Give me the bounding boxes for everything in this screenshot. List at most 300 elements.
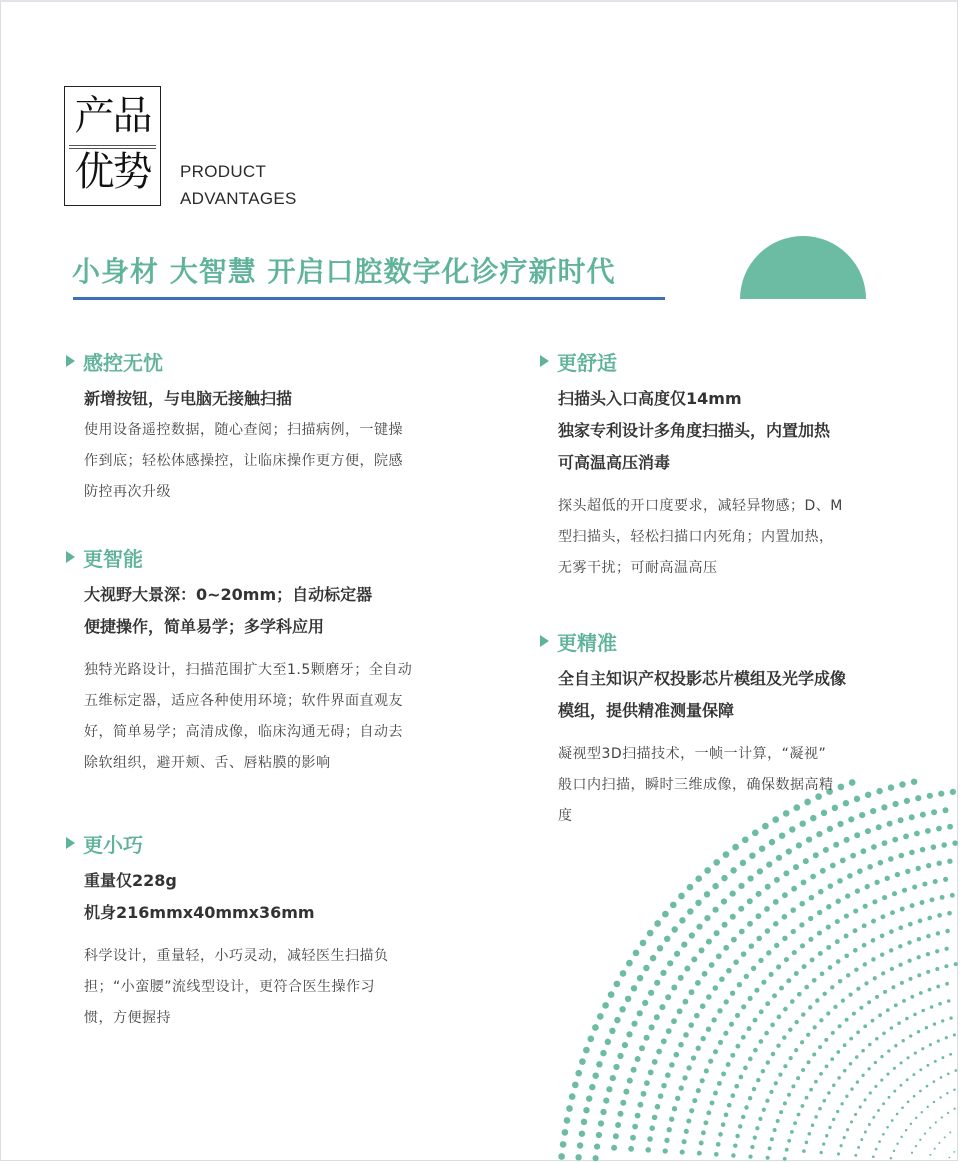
decor-dot (863, 1024, 867, 1028)
decor-dot (742, 836, 749, 843)
decor-dot (756, 913, 762, 919)
decor-dot (836, 899, 841, 904)
decor-dot (724, 999, 729, 1004)
decor-dot (856, 987, 860, 991)
decor-dot (626, 960, 633, 967)
decor-dot (943, 877, 948, 882)
decor-dot (730, 1053, 735, 1058)
decor-dot (765, 884, 771, 890)
decor-dot (644, 1080, 650, 1086)
decor-dot (652, 1059, 658, 1065)
decor-dot (717, 1008, 722, 1013)
decor-dot (902, 888, 907, 893)
decor-dot (935, 967, 939, 971)
decor-dot (751, 966, 756, 971)
stamp-line-1: 产品 (74, 93, 151, 139)
decor-dot (800, 943, 805, 948)
decor-dot (701, 1130, 706, 1135)
section-title (66, 543, 412, 571)
decor-dot (615, 1122, 621, 1128)
decor-dot (826, 945, 831, 950)
decor-dot (794, 1048, 798, 1052)
decor-dot (681, 941, 687, 947)
section-stamp (64, 86, 161, 206)
decor-dot (665, 1072, 671, 1078)
decor-dot (943, 807, 949, 813)
decor-dot (659, 1004, 665, 1010)
decor-dot (871, 938, 876, 943)
decor-dot (678, 893, 685, 900)
decor-dot (712, 907, 718, 913)
decor-dot (722, 922, 728, 928)
section-touchless (66, 347, 403, 508)
decor-dot (801, 1104, 805, 1108)
section-title-text: 更智能 (83, 546, 143, 571)
decor-dot (803, 858, 809, 864)
decor-dot (630, 1135, 636, 1141)
decor-dot (592, 1155, 598, 1161)
decor-dot (845, 1018, 849, 1022)
decor-dot (817, 931, 822, 936)
decor-dot (841, 998, 845, 1002)
decor-dot (931, 809, 937, 815)
decor-dot (836, 1050, 840, 1054)
decor-dot (890, 1026, 894, 1030)
decor-dot (682, 1075, 687, 1080)
decor-dot (950, 789, 956, 795)
decor-dot (895, 872, 900, 877)
decor-dot (622, 1042, 628, 1048)
decor-dot (637, 1010, 643, 1016)
decor-dot (678, 1042, 684, 1048)
decor-dot (794, 1020, 798, 1024)
decor-dot (838, 979, 842, 983)
decor-dot (747, 921, 753, 927)
decor-dot (871, 957, 875, 961)
decor-dot (837, 1076, 841, 1080)
decor-dot (726, 968, 732, 974)
decor-dot (907, 940, 911, 944)
decor-dot (887, 1049, 890, 1052)
decor-dot (949, 1053, 952, 1056)
decor-dot (579, 1058, 586, 1065)
decor-dot (704, 891, 710, 897)
decor-dot (759, 845, 765, 851)
body-line: 防控再次升级 (84, 484, 171, 500)
decor-dot (686, 1065, 691, 1070)
decor-dot (617, 1053, 623, 1059)
decor-dot (863, 904, 868, 909)
decor-dot (613, 1064, 619, 1070)
decor-dot (910, 903, 915, 908)
decor-dot (944, 947, 948, 951)
decor-dot (620, 970, 627, 977)
decor-dot (627, 1078, 633, 1084)
decor-dot (741, 1115, 745, 1119)
body-line: 惯，方便握持 (84, 1010, 171, 1026)
decor-dot (909, 1034, 912, 1037)
decor-dot (729, 1022, 734, 1027)
decor-dot (759, 1039, 764, 1044)
section-subheading: 全自主知识产权投影芯片模组及光学成像 (558, 669, 847, 688)
decor-dot (753, 1048, 758, 1053)
decor-dot (721, 898, 727, 904)
decor-dot (733, 1143, 737, 1147)
decor-dot (776, 1119, 780, 1123)
decor-dot (887, 821, 893, 827)
decor-dot (689, 932, 695, 938)
decor-dot (949, 1016, 952, 1019)
decor-dot (787, 1093, 791, 1097)
decor-dot (661, 1038, 667, 1044)
decor-dot (871, 919, 876, 924)
decor-dot (740, 860, 746, 866)
section-subheading: 模组，提供精准测量保障 (558, 701, 735, 720)
decor-dot (771, 1052, 775, 1056)
decor-dot (908, 922, 913, 927)
decor-dot (756, 891, 762, 897)
section-title (66, 347, 403, 375)
body-line: 除软组织，避开颊、舌、唇粘膜的影响 (84, 755, 331, 771)
body-line: 度 (558, 808, 573, 824)
decor-dot (606, 1086, 612, 1092)
decor-dot (926, 934, 930, 938)
decor-dot (706, 1110, 711, 1115)
decor-dot (826, 1011, 830, 1015)
decor-dot (907, 1056, 910, 1059)
section-subheading: 扫描头入口高度仅14mm (558, 389, 742, 408)
decor-dot (882, 840, 888, 846)
decor-dot (789, 1056, 793, 1060)
decor-dot (799, 922, 804, 927)
decor-dot (868, 1043, 872, 1047)
decor-dot (899, 853, 905, 859)
decor-dot (761, 1069, 765, 1073)
decor-dot (865, 884, 870, 889)
decor-dot (769, 1090, 773, 1094)
decor-dot (848, 992, 852, 996)
decor-dot (770, 1023, 775, 1028)
decor-dot (639, 1045, 645, 1051)
decor-dot (793, 1121, 797, 1125)
decor-dot (826, 904, 831, 909)
decor-dot (744, 1105, 748, 1109)
decor-dot (817, 910, 822, 915)
stamp-line-2: 优势 (74, 149, 151, 195)
decor-dot (660, 970, 666, 976)
decor-dot (880, 933, 885, 938)
headline-underline (73, 297, 665, 300)
decor-dot (928, 988, 932, 992)
decor-dot (637, 975, 643, 981)
decor-dot (805, 1141, 809, 1145)
decor-dot (614, 981, 621, 988)
decor-dot (702, 971, 708, 977)
decor-dot (757, 868, 763, 874)
decor-dot (597, 1013, 604, 1020)
decor-dot (683, 1032, 689, 1038)
decor-dot (748, 996, 753, 1001)
decor-dot (671, 985, 677, 991)
decor-dot (900, 1136, 902, 1138)
decor-dot (893, 1067, 896, 1070)
decor-dot (953, 1088, 955, 1090)
decor-dot (647, 1136, 653, 1142)
decor-dot (820, 971, 825, 976)
decor-dot (953, 1108, 955, 1110)
decor-dot (859, 1006, 863, 1010)
decor-dot (840, 1144, 843, 1147)
decor-dot (755, 1126, 759, 1130)
decor-dot (946, 1092, 948, 1094)
decor-dot (814, 1080, 818, 1084)
decor-dot (828, 965, 833, 970)
decor-dot (929, 1127, 931, 1129)
decor-dot (933, 1080, 936, 1083)
decor-dot (678, 975, 684, 981)
decor-dot (687, 884, 694, 891)
section-subheading: 可高温高压消毒 (558, 453, 671, 472)
decor-dot (605, 1039, 611, 1045)
decor-dot (954, 962, 958, 966)
decor-dot (777, 1015, 782, 1020)
decor-dot (790, 1130, 794, 1134)
decor-dot (587, 1035, 594, 1042)
decor-dot (810, 957, 815, 962)
decor-dot (631, 1067, 637, 1073)
decor-dot (779, 986, 784, 991)
decor-dot (596, 1061, 602, 1067)
decor-dot (874, 1085, 877, 1088)
decor-dot (805, 1096, 809, 1100)
decor-dot (941, 1019, 944, 1022)
decor-dot (679, 917, 685, 923)
decor-dot (714, 930, 720, 936)
decor-dot (936, 985, 940, 989)
decor-dot (772, 993, 777, 998)
decor-dot (935, 949, 939, 953)
decor-dot (765, 928, 771, 934)
decor-dot (852, 1012, 856, 1016)
decor-dot (608, 991, 615, 998)
decor-dot (800, 1040, 804, 1044)
decor-dot (882, 1102, 885, 1105)
decor-dot (796, 842, 802, 848)
decor-dot (776, 855, 782, 861)
decor-dot (913, 1013, 917, 1017)
section-body (84, 941, 389, 1034)
decor-dot (721, 1071, 726, 1076)
decor-dot (730, 914, 736, 920)
decor-dot (836, 1110, 839, 1113)
decor-dot (782, 1035, 786, 1039)
decor-dot (793, 864, 799, 870)
decor-dot (735, 1044, 740, 1049)
decor-dot (759, 1009, 764, 1014)
decor-dot (911, 778, 917, 784)
decor-dot (912, 1073, 915, 1076)
decor-dot (799, 901, 805, 907)
decor-dot (635, 1113, 641, 1119)
decor-dot (747, 898, 753, 904)
decor-dot (765, 1001, 770, 1006)
decor-dot (786, 848, 792, 854)
decor-dot (766, 950, 771, 955)
decor-dot (897, 1021, 901, 1025)
decor-dot (575, 1070, 582, 1077)
section-subheading: 便捷操作，简单易学；多学科应用 (84, 617, 325, 636)
decor-dot (840, 1102, 843, 1105)
decor-dot (915, 1145, 917, 1147)
decor-dot (724, 1112, 729, 1117)
decor-dot (859, 1105, 862, 1108)
section-title (66, 829, 389, 857)
decor-dot (920, 900, 925, 905)
decor-dot (898, 817, 904, 823)
decor-dot (623, 1089, 629, 1095)
decor-dot (899, 1084, 902, 1087)
decor-dot (926, 1064, 929, 1067)
decor-dot (804, 985, 809, 990)
decor-dot (871, 1019, 875, 1023)
decor-dot (752, 1087, 756, 1091)
decor-dot (577, 1142, 583, 1148)
decor-dot (564, 1117, 571, 1124)
decor-dot (930, 1005, 934, 1009)
decor-dot (888, 1096, 891, 1099)
decor-dot (925, 828, 931, 834)
decor-dot (706, 939, 712, 945)
decor-dot (939, 1096, 941, 1098)
decor-dot (924, 1132, 926, 1134)
decor-dot (689, 989, 695, 995)
decor-dot (891, 1119, 894, 1122)
decor-dot (766, 1060, 770, 1064)
decor-dot (704, 1068, 709, 1073)
decor-dot (907, 959, 911, 963)
decor-dot (882, 1133, 885, 1136)
decor-dot (915, 795, 921, 801)
decor-dot (663, 1148, 668, 1153)
decor-dot (933, 879, 938, 884)
decor-dot (783, 1157, 787, 1161)
decor-dot (738, 883, 744, 889)
decor-dot (880, 914, 885, 919)
decor-dot (910, 1123, 912, 1125)
english-heading-line-1: PRODUCT (180, 162, 267, 181)
decor-dot (611, 1145, 617, 1151)
decor-dot (830, 985, 834, 989)
decor-dot (864, 981, 868, 985)
decor-dot (741, 1035, 746, 1040)
decor-dot (889, 948, 893, 952)
decor-dot (598, 1120, 604, 1126)
decor-dot (700, 1003, 706, 1009)
decor-dot (743, 1066, 748, 1071)
decor-dot (749, 852, 755, 858)
decor-dot (797, 1113, 801, 1117)
decor-dot (713, 1049, 718, 1054)
decor-dot (878, 1013, 882, 1017)
decor-dot (933, 1022, 936, 1025)
decor-dot (910, 995, 914, 999)
decor-dot (919, 1068, 922, 1071)
decor-dot (691, 956, 697, 962)
decor-dot (631, 985, 637, 991)
decor-dot (802, 964, 807, 969)
decor-dot (818, 1045, 822, 1049)
decor-dot (881, 804, 887, 810)
decor-dot (674, 951, 680, 957)
decor-dot (938, 791, 944, 797)
decor-dot (876, 824, 882, 830)
decor-dot (762, 1108, 766, 1112)
decor-dot (641, 1091, 647, 1097)
decor-dot (782, 936, 787, 941)
decor-dot (727, 1103, 732, 1108)
body-line: 无雾干扰；可耐高温高压 (558, 560, 718, 576)
decor-dot (921, 1047, 924, 1050)
decor-dot (671, 926, 677, 932)
decor-dot (836, 959, 841, 964)
decor-dot (801, 1068, 805, 1072)
decor-dot (643, 965, 649, 971)
decor-dot (900, 907, 905, 912)
decor-dot (689, 1108, 694, 1113)
decor-dot (921, 1111, 923, 1113)
decor-dot (825, 1065, 829, 1069)
decor-dot (849, 1037, 853, 1041)
decor-dot (822, 992, 826, 996)
decor-dot (838, 1024, 842, 1028)
decor-dot (694, 1013, 700, 1019)
decor-dot (749, 943, 755, 949)
decor-dot (713, 859, 720, 866)
decor-dot (826, 925, 831, 930)
decor-dot (649, 1125, 655, 1131)
body-line: 独特光路设计，扫描范围扩大至1.5颗磨牙；全自动 (84, 662, 413, 678)
decor-dot (871, 844, 877, 850)
decor-dot (658, 1093, 664, 1099)
decor-dot (843, 1043, 847, 1047)
decor-dot (929, 1043, 932, 1046)
decor-dot (853, 908, 858, 913)
decor-dot (937, 913, 942, 918)
decor-dot (893, 1090, 896, 1093)
decor-dot (913, 1095, 916, 1098)
decor-dot (940, 895, 945, 900)
decor-dot (920, 847, 926, 853)
decor-dot (875, 1037, 879, 1041)
decor-dot (773, 921, 779, 927)
decor-dot (758, 1117, 762, 1121)
decor-dot (602, 1002, 609, 1009)
section-title-text: 更精准 (557, 630, 617, 655)
decor-dot (926, 952, 930, 956)
decor-dot (896, 1113, 899, 1116)
decor-dot (723, 1031, 728, 1036)
decor-dot (784, 957, 789, 962)
decor-dot (867, 1067, 870, 1070)
decor-dot (822, 1142, 825, 1145)
decor-dot (809, 895, 815, 901)
decor-dot (819, 1072, 823, 1076)
decor-dot (886, 1126, 889, 1129)
decor-dot (618, 1111, 624, 1117)
body-line: 型扫描头，轻松扫描口内死角；内置加热， (558, 529, 834, 545)
decor-dot (654, 980, 660, 986)
decor-dot (738, 906, 744, 912)
